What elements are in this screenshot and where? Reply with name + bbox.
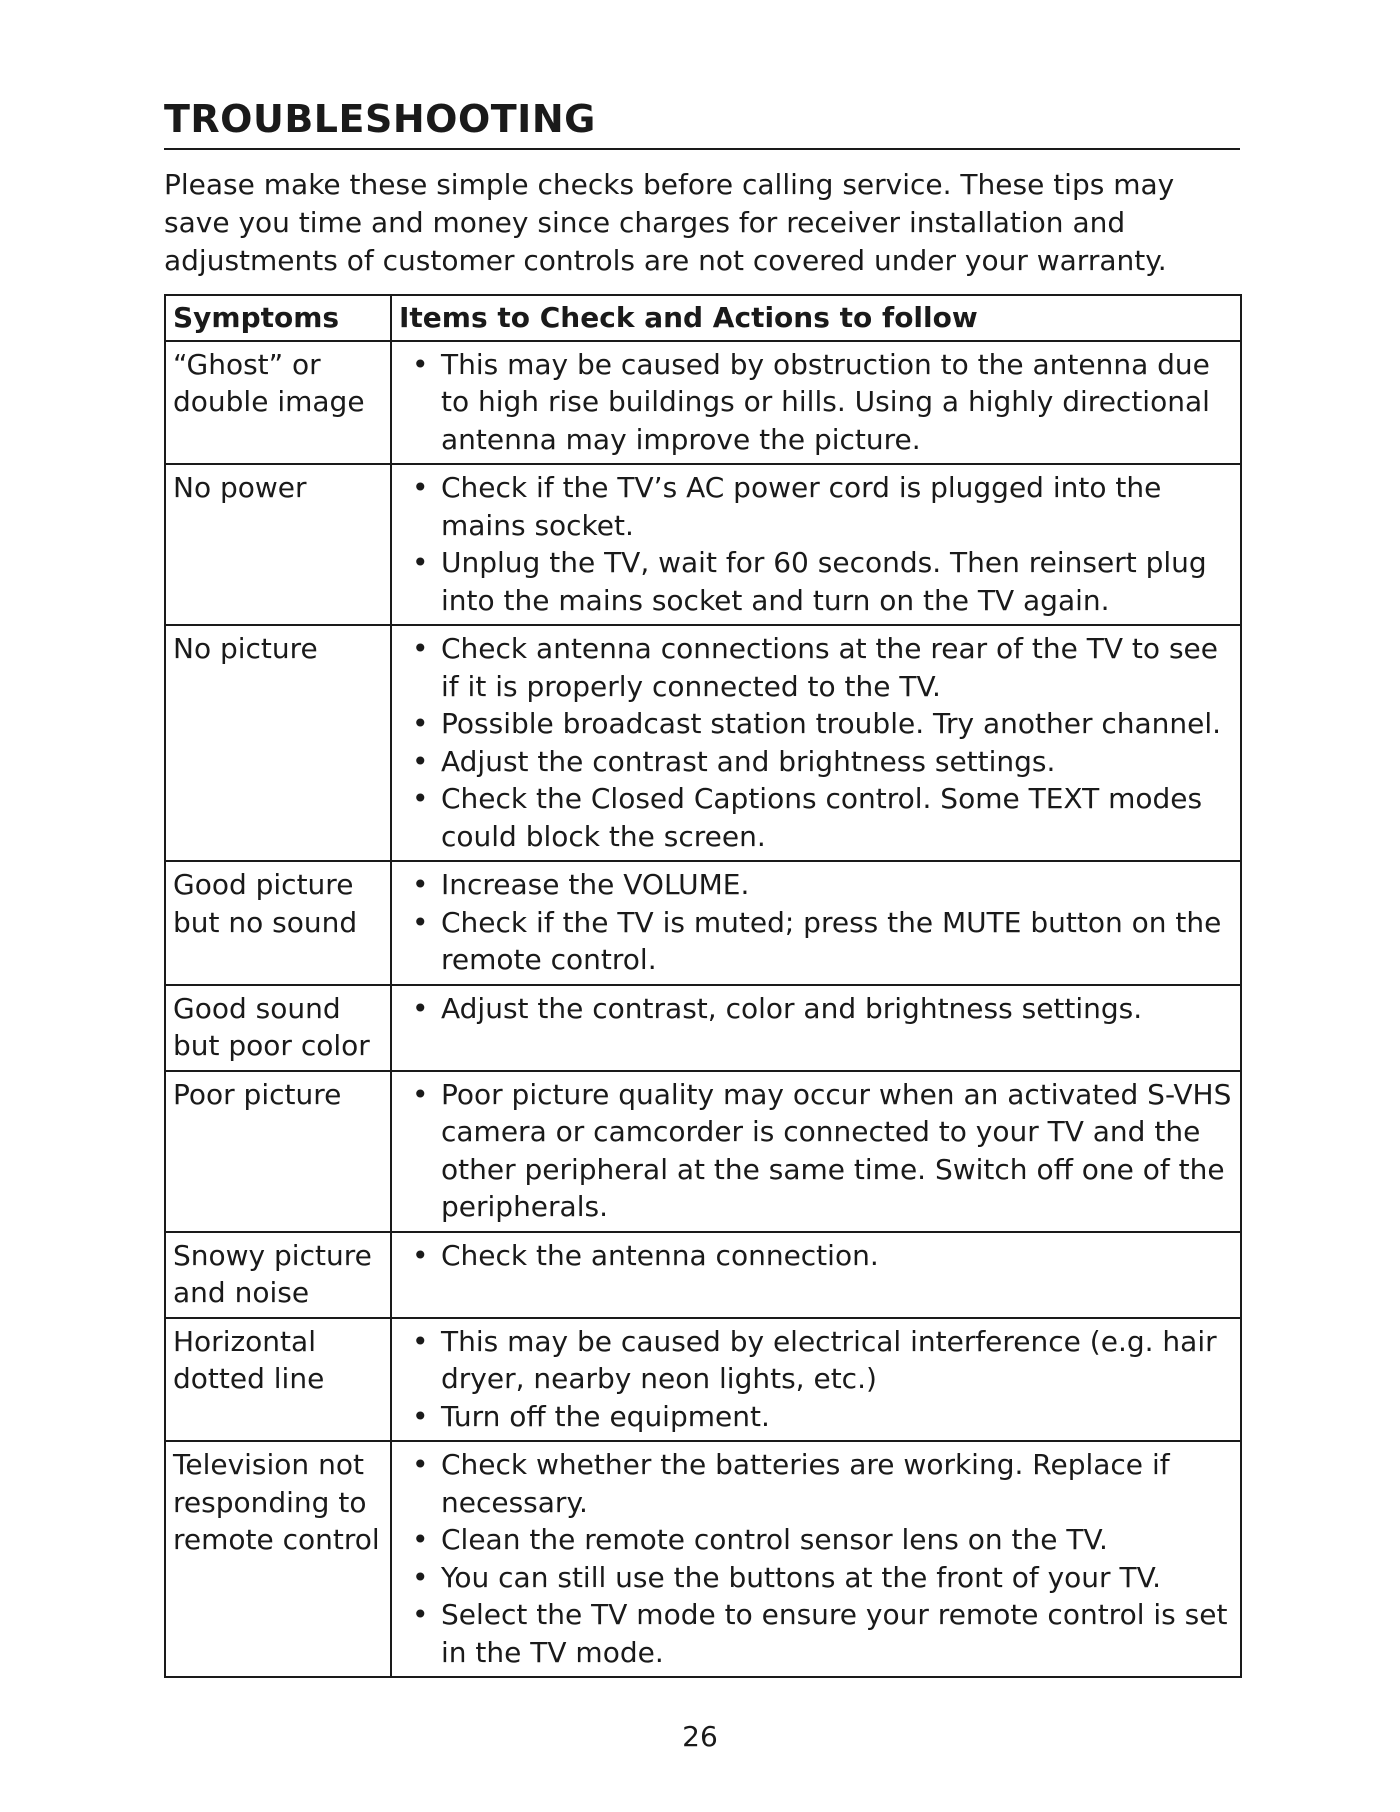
action-item — [412, 1237, 1234, 1275]
action-list — [399, 1323, 1234, 1436]
action-text: Check if the TV is muted; press the MUTE button on the remote control. — [441, 905, 1222, 976]
bullet: • — [412, 1523, 429, 1556]
action-item — [412, 1559, 1234, 1597]
bullet: • — [412, 1448, 429, 1481]
action-text: Check the antenna connection. — [441, 1238, 879, 1272]
bullet: • — [412, 347, 429, 381]
symptoms-header: Symptoms — [165, 295, 391, 341]
actions-cell — [391, 1318, 1241, 1442]
action-text: Poor picture quality may occur when an activated S-VHS camera or camcorder is connected to your TV and the other peripheral at the same time. Switch off one of the peripherals. — [441, 1077, 1232, 1223]
bullet: • — [412, 991, 429, 1025]
actions-cell — [391, 1441, 1241, 1677]
table-header-row — [165, 295, 1241, 341]
bullet: • — [412, 1598, 429, 1631]
bullet: • — [412, 546, 429, 579]
action-list — [399, 346, 1234, 459]
table-row — [165, 1441, 1241, 1677]
bullet: • — [412, 471, 429, 504]
bullet: • — [412, 1324, 429, 1358]
actions-cell — [391, 985, 1241, 1071]
table-row — [165, 1071, 1241, 1232]
action-list — [399, 1076, 1234, 1226]
action-item — [412, 469, 1234, 544]
document-page — [164, 96, 1240, 1678]
intro-paragraph: Please make these simple checks before calling service. These tips may save you time and money since charges for receiver installation and adjustments of customer controls are not covered under your warranty. — [164, 168, 1175, 277]
actions-cell — [391, 625, 1241, 861]
actions-cell — [391, 1071, 1241, 1232]
actions-header: Items to Check and Actions to follow — [391, 295, 1241, 341]
table-row — [165, 861, 1241, 985]
action-text: Select the TV mode to ensure your remote control is set in the TV mode. — [441, 1598, 1228, 1669]
bullet: • — [412, 1238, 429, 1272]
action-list — [399, 1237, 1234, 1275]
action-item — [412, 780, 1234, 855]
action-item — [412, 1596, 1234, 1671]
table-row — [165, 1318, 1241, 1442]
troubleshooting-table — [164, 294, 1242, 1678]
bullet: • — [412, 905, 429, 939]
bullet: • — [412, 1560, 429, 1594]
action-text: Clean the remote control sensor lens on the TV. — [441, 1523, 1108, 1556]
page-title: TROUBLESHOOTING — [164, 96, 1240, 150]
action-text: This may be caused by electrical interference (e.g. hair dryer, nearby neon lights, etc.) — [441, 1324, 1217, 1395]
action-text: Adjust the contrast, color and brightness settings. — [441, 991, 1143, 1025]
action-text: Check whether the batteries are working. Replace if necessary. — [441, 1448, 1170, 1519]
action-list — [399, 630, 1234, 855]
action-text: Unplug the TV, wait for 60 seconds. Then reinsert plug into the mains socket and turn on the TV again. — [441, 546, 1207, 617]
action-item — [412, 346, 1234, 459]
symptom-cell: Good picture but no sound — [165, 861, 391, 985]
action-item — [412, 1521, 1234, 1559]
bullet: • — [412, 782, 429, 815]
symptom-cell: Horizontal dotted line — [165, 1318, 391, 1442]
symptom-cell: No power — [165, 464, 391, 625]
action-item — [412, 1323, 1234, 1398]
action-item — [412, 630, 1234, 705]
table-row — [165, 625, 1241, 861]
action-text: Check antenna connections at the rear of the TV to see if it is properly connected to the TV. — [441, 632, 1218, 703]
table-row — [165, 1232, 1241, 1318]
actions-cell — [391, 341, 1241, 465]
action-text: This may be caused by obstruction to the antenna due to high rise buildings or hills. Using a highly directional antenna may improve the picture. — [441, 347, 1210, 456]
symptom-cell: Snowy picture and noise — [165, 1232, 391, 1318]
actions-cell — [391, 861, 1241, 985]
actions-cell — [391, 464, 1241, 625]
action-item — [412, 990, 1234, 1028]
symptom-cell: Television not responding to remote control — [165, 1441, 391, 1677]
action-item — [412, 904, 1234, 979]
symptom-cell: Poor picture — [165, 1071, 391, 1232]
page-number: 26 — [682, 1720, 718, 1753]
table-row — [165, 464, 1241, 625]
action-text: Possible broadcast station trouble. Try another channel. — [441, 707, 1222, 740]
bullet: • — [412, 1399, 429, 1433]
bullet: • — [412, 707, 429, 740]
actions-cell — [391, 1232, 1241, 1318]
action-text: Turn off the equipment. — [441, 1399, 770, 1433]
action-item — [412, 743, 1234, 781]
action-item — [412, 705, 1234, 743]
action-list — [399, 469, 1234, 619]
action-item — [412, 544, 1234, 619]
bullet: • — [412, 632, 429, 665]
action-text: Check if the TV’s AC power cord is plugged into the mains socket. — [441, 471, 1162, 542]
action-list — [399, 866, 1234, 979]
bullet: • — [412, 1077, 429, 1111]
action-list — [399, 1446, 1234, 1671]
action-item — [412, 1446, 1234, 1521]
action-item — [412, 1398, 1234, 1436]
action-text: Increase the VOLUME. — [441, 868, 750, 901]
symptom-cell: Good sound but poor color — [165, 985, 391, 1071]
action-text: Adjust the contrast and brightness settings. — [441, 744, 1056, 778]
action-text: You can still use the buttons at the front of your TV. — [441, 1560, 1162, 1594]
action-list — [399, 990, 1234, 1028]
table-row — [165, 985, 1241, 1071]
action-item — [412, 1076, 1234, 1226]
bullet: • — [412, 868, 429, 901]
table-row — [165, 341, 1241, 465]
action-text: Check the Closed Captions control. Some TEXT modes could block the screen. — [441, 782, 1203, 853]
symptom-cell: No picture — [165, 625, 391, 861]
bullet: • — [412, 744, 429, 778]
symptom-cell: “Ghost” or double image — [165, 341, 391, 465]
action-item — [412, 866, 1234, 904]
